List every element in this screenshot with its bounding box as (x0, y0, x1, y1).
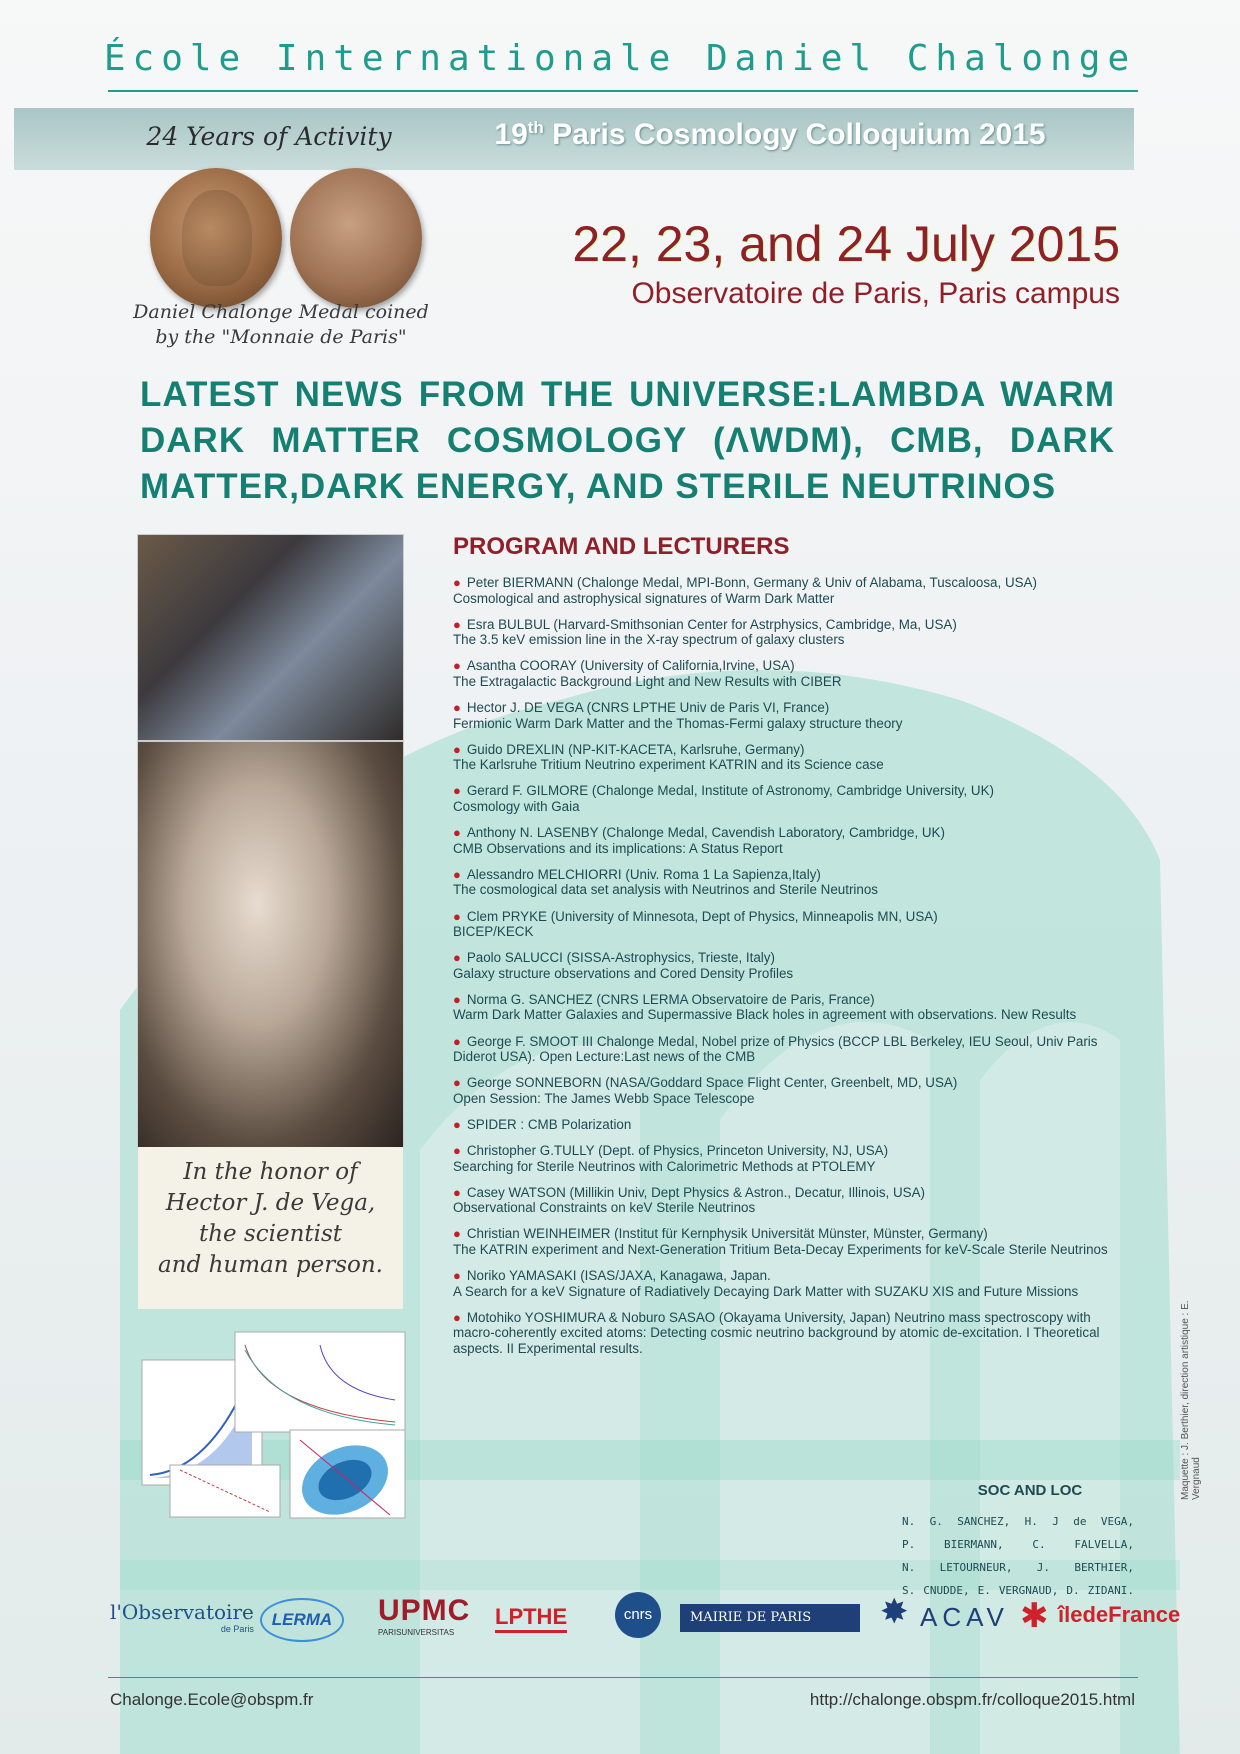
event-dates: 22, 23, and 24 July 2015 (572, 216, 1120, 272)
program-title: PROGRAM AND LECTURERS (453, 533, 790, 560)
lecture-title: The cosmological data set analysis with Neutrinos and Sterile Neutrinos (453, 882, 878, 898)
acav-star-icon: ✸ (880, 1593, 909, 1631)
event-venue: Observatoire de Paris, Paris campus (631, 277, 1120, 310)
bullet-icon: ● (453, 616, 461, 632)
bullet-icon: ● (453, 575, 461, 590)
lecturer-name: George SONNEBORN (NASA/Goddard Space Flight Center, Greenbelt, MD, USA) (466, 1075, 958, 1091)
lerma-logo: LERMA (260, 1598, 344, 1642)
years-of-activity: 24 Years of Activity (146, 122, 392, 151)
medal-caption-line-2: by the "Monnaie de Paris" (155, 326, 407, 348)
lecturer-item (453, 1075, 1133, 1106)
committee-line: S. CNUDDE, E. VERGNAUD, D. ZIDANI. (902, 1584, 1134, 1597)
lecture-title: Cosmology with Gaia (453, 799, 580, 815)
footer-divider (108, 1677, 1138, 1678)
lecture-title: Cosmological and astrophysical signatures of Warm Dark Matter (453, 590, 835, 606)
lecturer-name: George F. SMOOT III Chalonge Medal, Nobel prize of Physics (BCCP LBL Berkeley, IEU Seoul, Univ Paris Diderot USA). Open Lecture:Last news of the CMB (453, 1033, 1098, 1065)
lecturer-item (453, 909, 1133, 940)
lecture-title: The Extragalactic Background Light and New Results with CIBER (453, 673, 842, 689)
medal-caption-line-1: Daniel Chalonge Medal coined (133, 301, 429, 323)
upmc-logo-subtext: PARISUNIVERSITAS (378, 1628, 455, 1637)
committee-members (902, 1510, 1134, 1602)
lecturer-name: Esra BULBUL (Harvard-Smithsonian Center for Astrphysics, Cambridge, Ma, USA) (466, 616, 957, 632)
lecture-title: Searching for Sterile Neutrinos with Calorimetric Methods at PTOLEMY (453, 1158, 876, 1174)
bullet-icon: ● (453, 658, 461, 674)
lecturer-name: Peter BIERMANN (Chalonge Medal, MPI-Bonn, Germany & Univ of Alabama, Tuscaloosa, USA) (466, 575, 1037, 590)
honor-dedication (138, 1157, 403, 1281)
lecturer-item (453, 617, 1133, 648)
lecturer-item (453, 825, 1133, 856)
lecturer-item (453, 867, 1133, 898)
bullet-icon: ● (453, 1268, 461, 1284)
observatoire-logo-subtext: de Paris (220, 1624, 254, 1634)
lecturer-item (453, 700, 1133, 731)
mairie-de-paris-logo: MAIRIE DE PARIS (680, 1604, 860, 1632)
honor-line-3: the scientist (198, 1221, 343, 1247)
title-divider (108, 90, 1138, 92)
lecturer-name: Guido DREXLIN (NP-KIT-KACETA, Karlsruhe, Germany) (466, 741, 805, 757)
lecture-title: The 3.5 keV emission line in the X-ray spectrum of galaxy clusters (453, 632, 845, 648)
chalonge-medal-reverse-side (290, 168, 422, 308)
lecture-title: Observational Constraints on keV Sterile Neutrinos (453, 1200, 756, 1216)
bullet-icon: ● (453, 1309, 461, 1325)
lecture-title: Warm Dark Matter Galaxies and Supermassive Black holes in agreement with observations. New Results (453, 1007, 1077, 1023)
lecturer-item (453, 1117, 1133, 1133)
bullet-icon: ● (453, 866, 461, 882)
lecturer-item (453, 575, 1133, 606)
lecturer-name: Casey WATSON (Millikin Univ, Dept Physics & Astron., Decatur, Illinois, USA) (466, 1184, 925, 1200)
bullet-icon: ● (453, 1184, 461, 1200)
partner-logos (110, 1590, 1181, 1650)
lecturer-name: Paolo SALUCCI (SISSA-Astrophysics, Trieste, Italy) (466, 950, 775, 966)
bullet-icon: ● (453, 908, 461, 924)
lecturer-item (453, 658, 1133, 689)
lecture-title: Galaxy structure observations and Cored Density Profiles (453, 965, 794, 981)
bullet-icon: ● (453, 825, 461, 841)
lecturer-name: Hector J. DE VEGA (CNRS LPTHE Univ de Paris VI, France) (466, 700, 830, 716)
lecturer-item (453, 992, 1133, 1023)
bullet-icon: ● (453, 991, 461, 1007)
design-credit: Maquette : J. Berthier, direction artistique : E. Vergnaud (1180, 1300, 1202, 1500)
lecturer-name: Asantha COORAY (University of California,Irvine, USA) (466, 658, 795, 674)
lecturer-name: Norma G. SANCHEZ (CNRS LERMA Observatoire de Paris, France) (466, 991, 875, 1007)
lpthe-logo: LPTHE (495, 1604, 567, 1633)
colloquium-title (420, 118, 1120, 152)
medal-caption (116, 300, 446, 350)
contact-email[interactable]: Chalonge.Ecole@obspm.fr (110, 1690, 314, 1709)
bullet-icon: ● (453, 700, 461, 716)
cnrs-logo: cnrs (615, 1592, 661, 1638)
observatoire-logo-text: l'Observatoire (110, 1600, 254, 1624)
lecture-title: Fermionic Warm Dark Matter and the Thomas-Fermi galaxy structure theory (453, 715, 903, 731)
lecturer-name: Christian WEINHEIMER (Institut für Kernphysik Universität Münster, Münster, Germany) (466, 1226, 988, 1242)
lecturer-item (453, 1226, 1133, 1257)
lecturer-name: Christopher G.TULLY (Dept. of Physics, Princeton University, NJ, USA) (466, 1143, 889, 1159)
bullet-icon: ● (453, 1075, 461, 1091)
lecturer-name: Gerard F. GILMORE (Chalonge Medal, Institute of Astronomy, Cambridge University, UK) (466, 783, 994, 799)
honor-line-2: Hector J. de Vega, (165, 1190, 376, 1216)
lecturer-name: Noriko YAMASAKI (ISAS/JAXA, Kanagawa, Japan. (466, 1268, 771, 1284)
lecturer-name: Motohiko YOSHIMURA & Noburo SASAO (Okayama University, Japan) Neutrino mass spectroscopy with macro-coherently excited atoms: Detecting cosmic neutrino background by atomic de-excitation. I Theoretical aspects. II Experimental results. (453, 1309, 1100, 1356)
lecture-title: BICEP/KECK (453, 924, 534, 940)
observatoire-logo (110, 1600, 254, 1634)
bullet-icon: ● (453, 1033, 461, 1049)
event-headline: LATEST NEWS FROM THE UNIVERSE:LAMBDA WARM DARK MATTER COSMOLOGY (ΛWDM), CMB, DARK MATTER,DARK ENERGY, AND STERILE NEUTRINOS (140, 375, 1115, 506)
committee-title: SOC AND LOC (977, 1482, 1083, 1499)
committee-line: P. BIERMANN, C. FALVELLA, (902, 1538, 1134, 1551)
lecturer-name: Anthony N. LASENBY (Chalonge Medal, Cavendish Laboratory, Cambridge, UK) (466, 825, 945, 841)
lecturer-name: Clem PRYKE (University of Minnesota, Dept of Physics, Minneapolis MN, USA) (466, 908, 938, 924)
scientists-collage-photo (138, 535, 403, 740)
lecture-title: The Karlsruhe Tritium Neutrino experiment KATRIN and its Science case (453, 757, 884, 773)
lecturer-item (453, 783, 1133, 814)
lecturer-item (453, 950, 1133, 981)
colloquium-ordinal: 19 (494, 118, 528, 151)
medal-face-relief (182, 190, 252, 286)
lecturer-name: Alessandro MELCHIORRI (Univ. Roma 1 La Sapienza,Italy) (466, 866, 821, 882)
acav-logo: ACAV (920, 1602, 1009, 1632)
lecture-title: A Search for a keV Signature of Radiatively Decaying Dark Matter with SUZAKU XIS and Future Missions (453, 1283, 1079, 1299)
colloquium-name: Paris Cosmology Colloquium 2015 (543, 118, 1046, 151)
bullet-icon: ● (453, 1116, 461, 1132)
bullet-icon: ● (453, 1226, 461, 1242)
lecture-title: The KATRIN experiment and Next-Generation Tritium Beta-Decay Experiments for keV-Scale Sterile Neutrinos (453, 1242, 1108, 1257)
ile-de-france-logo: îledeFrance (1058, 1602, 1181, 1627)
lecturer-item (453, 1185, 1133, 1216)
lecturer-item (453, 742, 1133, 773)
lecturer-list (453, 575, 1133, 1367)
lecturer-item (453, 1310, 1133, 1357)
lecturer-item (453, 1143, 1133, 1174)
honor-line-4: and human person. (158, 1252, 383, 1278)
ile-de-france-star-icon: ✱ (1020, 1597, 1049, 1635)
bullet-icon: ● (453, 741, 461, 757)
lecturer-name: SPIDER : CMB Polarization (466, 1116, 632, 1132)
bullet-icon: ● (453, 950, 461, 966)
colloquium-url[interactable]: http://chalonge.obspm.fr/colloque2015.html (809, 1690, 1135, 1709)
hector-de-vega-portrait (138, 742, 403, 1147)
lecture-title: CMB Observations and its implications: A Status Report (453, 840, 783, 856)
physics-plots-collage (140, 1330, 410, 1520)
colloquium-ordinal-suffix: th (527, 118, 544, 137)
committee-line: N. G. SANCHEZ, H. J de VEGA, (902, 1515, 1134, 1528)
upmc-logo-text: UPMC (378, 1594, 471, 1627)
school-title: École Internationale Daniel Chalonge (103, 38, 1137, 79)
honor-line-1: In the honor of (183, 1159, 358, 1185)
bullet-icon: ● (453, 783, 461, 799)
bullet-icon: ● (453, 1143, 461, 1159)
upmc-logo (378, 1594, 470, 1637)
lecturer-item (453, 1034, 1133, 1065)
lecture-title: Open Session: The James Webb Space Telescope (453, 1090, 755, 1106)
lecturer-item (453, 1268, 1133, 1299)
committee-line: N. LETOURNEUR, J. BERTHIER, (902, 1561, 1134, 1574)
